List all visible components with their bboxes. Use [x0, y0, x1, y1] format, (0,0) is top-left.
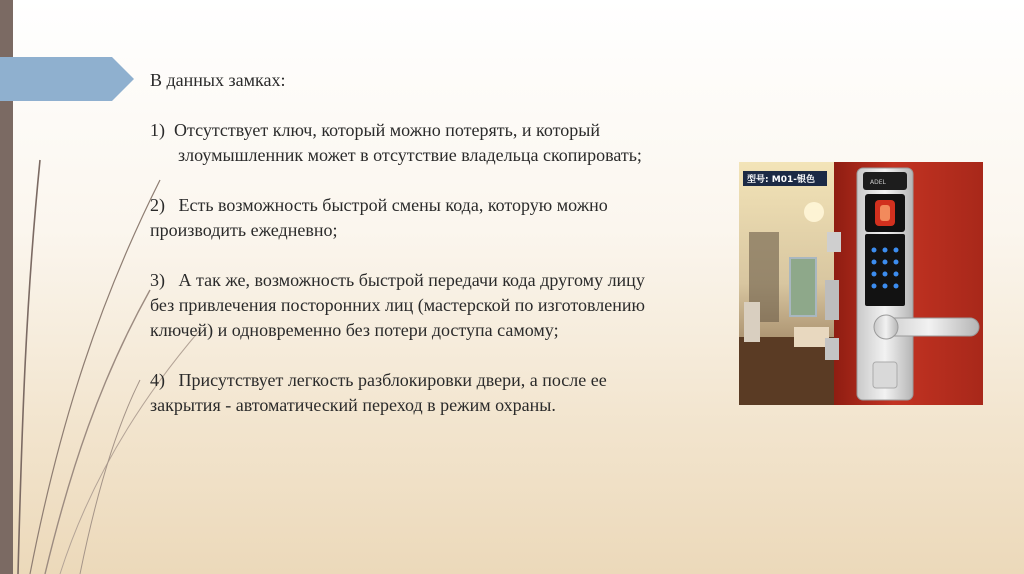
door-lock-photo [739, 162, 983, 405]
list-item-4: 4) Присутствует легкость разблокировки двери, а после ее закрытия - автоматический переход в режим охраны. [150, 370, 607, 415]
lock-brand: ADEL [870, 179, 886, 186]
model-label: 型号: M01-银色 [747, 175, 815, 185]
list-item-1: 1) Отсутствует ключ, который можно потерять, и который злоумышленник может в отсутствие владельца скопировать; [150, 120, 642, 165]
list-item-2: 2) Есть возможность быстрой смены кода, которую можно производить ежедневно; [150, 195, 608, 240]
list-item-3: 3) А так же, возможность быстрой передачи кода другому лицу без привлечения посторонних лиц (мастерской по изготовлению ключей) и одновременно без потери доступа самому; [150, 270, 645, 340]
title-arrow-tab [0, 57, 134, 101]
slide-body [150, 68, 670, 443]
intro-text: В данных замках: [150, 70, 286, 90]
